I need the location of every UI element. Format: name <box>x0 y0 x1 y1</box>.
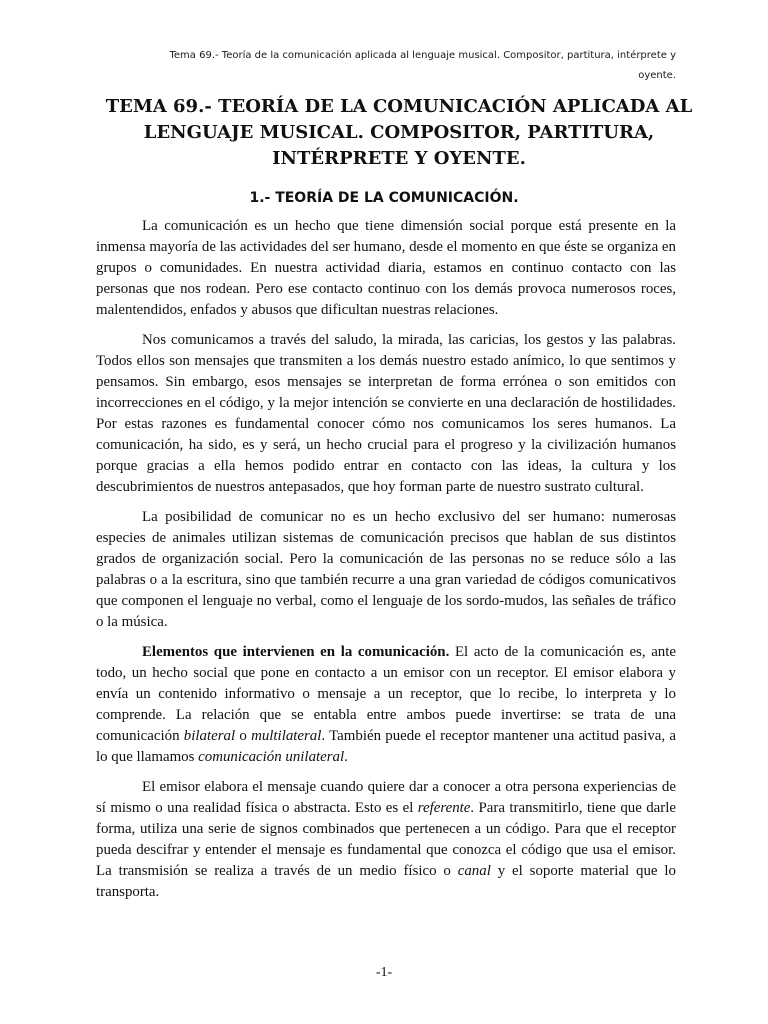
paragraph-1: La comunicación es un hecho que tiene dimensión social porque está presente en la inmensa mayoría de las actividades del ser humano, desde el momento en que éste se organiza en grupos o comunidades. En nuestra actividad diaria, estamos en continuo contacto con las personas que nos rodean. Pero ese contacto continuo con los demás provoca numerosos roces, malentendidos, enfados y abusos que dificultan nuestras relaciones. <box>96 218 676 318</box>
paragraph-4 <box>96 642 676 768</box>
paragraph-4-text-3: . También puede el receptor mantener una actitud pasiva, a lo que llamamos <box>96 728 676 765</box>
paragraph-5-italic-2: canal <box>457 863 491 879</box>
paragraph-5-italic-1: referente <box>417 800 471 816</box>
paragraph-4-bold-lead: Elementos que intervienen en la comunicación. <box>142 644 450 660</box>
paragraph-2: Nos comunicamos a través del saludo, la mirada, las caricias, los gestos y las palabras. Todos ellos son mensajes que transmiten a los demás nuestro estado anímico, lo que sentimos y pensamos. Sin embargo, esos mensajes se interpretan de forma errónea o son emitidos con incorrecciones en el código, y la mejor intención se convierte en una declaración de hostilidades. Por estas razones es fundamental conocer cómo nos comunicamos los seres humanos. La comunicación, ha sido, es y será, un hecho crucial para el progreso y la civilización humanos porque gracias a ella hemos podido entrar en contacto con las ideas, la cultura y los descubrimientos de nuestros antepasados, que hoy forman parte de nuestro sustrato cultural. <box>96 332 676 495</box>
paragraph-4-italic-3: comunicación unilateral <box>198 749 345 765</box>
paragraph-4-text-4: . <box>344 749 348 765</box>
paragraph-4-italic-1: bilateral <box>183 728 236 744</box>
paragraph-4-text-1: El acto de la comunicación es, ante todo, un hecho social que pone en contacto a un emisor con un receptor. El emisor elabora y envía un contenido informativo o mensaje a un receptor, que lo recibe, lo interpreta y lo comprende. La relación que se entabla entre ambos puede invertirse: se trata de una comunicación <box>96 644 676 744</box>
paragraph-4-text-2: o <box>235 728 252 744</box>
page-number: -1- <box>375 965 393 980</box>
paragraph-5-text-2: . Para transmitirlo, tiene que darle forma, utiliza una serie de signos combinados que pertenecen a un código. Para que el receptor pueda descifrar y entender el mensaje es fundamental que conozca el código que usa el emisor. La transmisión se realiza a través de un medio físico o <box>96 800 676 879</box>
paragraph-4-italic-2: multilateral <box>251 728 322 744</box>
running-header: Tema 69.- Teoría de la comunicación aplicada al lenguaje musical. Compositor, partitura, intérprete y oyente. <box>169 50 676 81</box>
paragraph-3: La posibilidad de comunicar no es un hecho exclusivo del ser humano: numerosas especies de animales utilizan sistemas de comunicación precisos que hablan de sus distintos grados de organización social. Pero la comunicación de las personas no se reduce sólo a las palabras o a la escritura, sino que también recurre a una gran variedad de códigos comunicativos que componen el lenguaje no verbal, como el lenguaje de los sordo-mudos, las señales de tráfico o la música. <box>96 509 676 630</box>
paragraph-5-text-3: y el soporte material que lo transporta. <box>96 863 676 900</box>
paragraph-5-text-1: El emisor elabora el mensaje cuando quiere dar a conocer a otra persona experiencias de sí mismo o una realidad física o abstracta. Esto es el <box>96 779 676 816</box>
document-body <box>96 216 676 912</box>
document-title: TEMA 69.- TEORÍA DE LA COMUNICACIÓN APLICADA AL LENGUAJE MUSICAL. COMPOSITOR, PARTITURA, INTÉRPRETE Y OYENTE. <box>105 96 693 169</box>
paragraph-5 <box>96 777 676 903</box>
section-heading: 1.- TEORÍA DE LA COMUNICACIÓN. <box>249 190 519 206</box>
